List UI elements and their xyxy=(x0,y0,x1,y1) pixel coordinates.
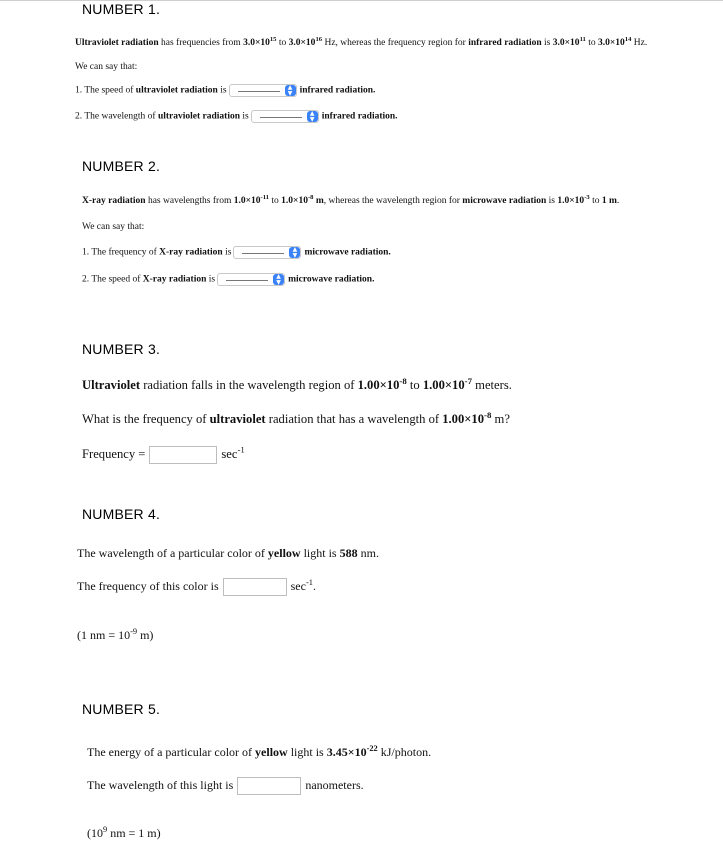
q2-heading: NUMBER 2. xyxy=(82,158,161,174)
wavelength-input[interactable] xyxy=(237,777,301,795)
q3-line2: What is the frequency of ultraviolet radiation that has a wavelength of $1.00\times 10^{-8}$ m? xyxy=(82,409,510,426)
q1-item2-select[interactable] xyxy=(251,110,319,123)
chevron-updown-icon: ▲ ▼ xyxy=(285,85,296,96)
q3-heading: NUMBER 3. xyxy=(82,341,161,357)
q2-item2-select[interactable] xyxy=(217,273,285,286)
q2-item1: 1. The frequency of X-ray radiation is ▲ ▼ microwave radiation. xyxy=(82,246,391,259)
chevron-updown-icon: ▲ ▼ xyxy=(307,111,318,122)
q4-note: (1 nm = $10^{-9}$ m) xyxy=(77,627,154,642)
chevron-updown-icon: ▲ ▼ xyxy=(289,247,300,258)
chevron-updown-icon: ▲ ▼ xyxy=(273,274,284,285)
q4-line1: The wavelength of a particular color of yellow light is 588 nm. xyxy=(77,546,379,560)
q3-line1: Ultraviolet radiation falls in the wavelength region of $1.00\times 10^{-8}$ to $1.00\times 10^{-7}$ meters. xyxy=(82,375,512,392)
q5-note: ($10^9$ nm = 1 m) xyxy=(87,825,161,840)
q5-line1: The energy of a particular color of yellow light is $3.45\times 10^{-22}$ kJ/photon. xyxy=(87,744,432,759)
q1-say: We can say that: xyxy=(75,62,138,72)
q1-heading: NUMBER 1. xyxy=(82,1,161,17)
q2-say: We can say that: xyxy=(82,222,145,232)
frequency-input[interactable] xyxy=(223,578,287,596)
frequency-input[interactable] xyxy=(149,446,217,464)
q1-item2: 2. The wavelength of ultraviolet radiation is ▲ ▼ infrared radiation. xyxy=(75,110,398,123)
q1-item1: 1. The speed of ultraviolet radiation is ▲ ▼ infrared radiation. xyxy=(75,84,376,97)
q2-item1-select[interactable] xyxy=(233,246,301,259)
q3-answer-row: Frequency = $\sec^{-1}$ xyxy=(82,446,245,464)
q1-item1-select[interactable] xyxy=(229,84,297,97)
q2-intro: X-ray radiation has wavelengths from $1.0\times 10^{-11}$ to $1.0\times 10^{-8}$ m, whereas the wavelength region for microwave radiation is $1.0\times 10^{-3}$ to 1 m. xyxy=(82,193,620,206)
q4-heading: NUMBER 4. xyxy=(82,506,161,522)
q5-answer-row: The wavelength of this light is nanometers. xyxy=(87,777,364,795)
q1-intro: Ultraviolet radiation has frequencies from $3.0\times 10^{15}$ to $3.0\times 10^{16}$ Hz, whereas the frequency region for infrared radiation is $3.0\times 10^{11}$ to $3.0\times 10^{14}$ Hz. xyxy=(75,35,648,48)
q5-heading: NUMBER 5. xyxy=(82,701,161,717)
q2-item2: 2. The speed of X-ray radiation is ▲ ▼ microwave radiation. xyxy=(82,273,375,286)
q4-answer-row: The frequency of this color is $\sec^{-1}$. xyxy=(77,578,316,596)
